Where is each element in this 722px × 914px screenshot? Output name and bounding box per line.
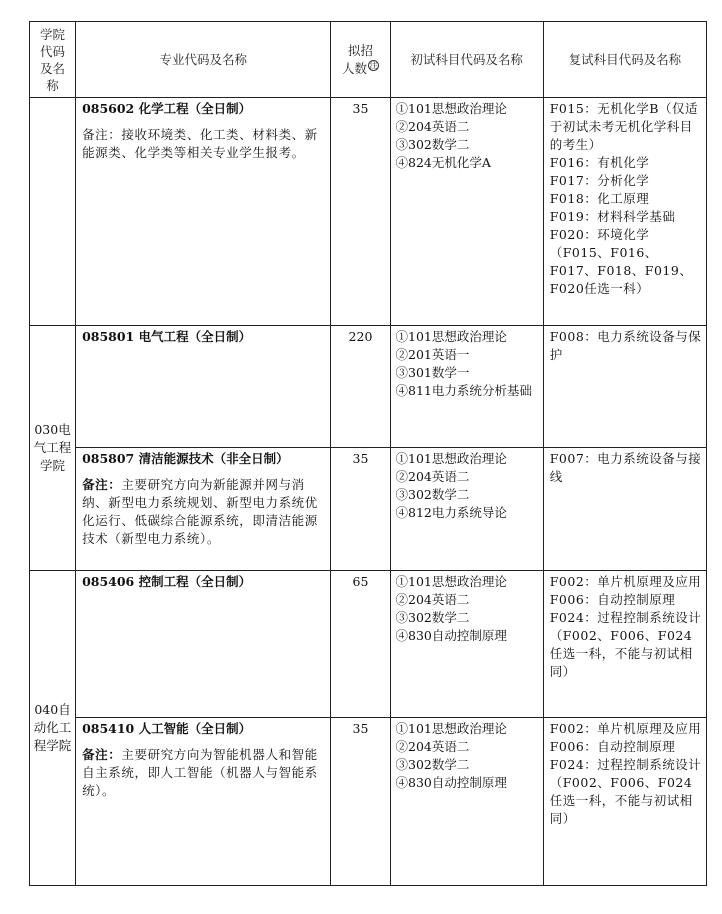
initial-subjects: ①101思想政治理论 ②201英语一 ③301数学一 ④811电力系统分析基础: [390, 326, 543, 448]
admissions-table: [29, 21, 707, 886]
header-college: 学院代码及名称: [30, 22, 76, 98]
header-quota: [331, 22, 390, 98]
major-title: 085410 人工智能（全日制）: [82, 721, 252, 736]
header-major: 专业代码及名称: [76, 22, 331, 98]
college-cell: [30, 98, 76, 326]
header-initial: 初试科目代码及名称: [390, 22, 543, 98]
initial-subjects: ①101思想政治理论 ②204英语二 ③302数学二 ④830自动控制原理: [390, 571, 543, 718]
major-note: 备注：主要研究方向为智能机器人和智能自主系统，即人工智能（机器人与智能系统）。: [82, 747, 318, 798]
retest-subjects: F002：单片机原理及应用 F006：自动控制原理 F024：过程控制系统设计 （F002、F006、F024任选一科，不能与初试相同）: [543, 571, 706, 718]
college-cell: 040自动化工程学院: [30, 571, 76, 886]
footnote-marker: 注: [369, 60, 378, 70]
header-quota-line1: 拟招: [347, 42, 373, 58]
major-cell: [76, 448, 331, 571]
table-row: [30, 98, 707, 326]
major-note: 备注：主要研究方向为新能源并网与消纳、新型电力系统规划、新型电力系统优化运行、低碳综合能源系统，即清洁能源技术（新型电力系统）。: [82, 477, 318, 546]
header-retest: 复试科目代码及名称: [543, 22, 706, 98]
major-title: 085406 控制工程（全日制）: [82, 574, 252, 589]
major-title: 085801 电气工程（全日制）: [82, 329, 252, 344]
table-row: [30, 571, 707, 718]
major-cell: [76, 571, 331, 718]
quota-cell: 35: [331, 98, 390, 326]
major-cell: [76, 98, 331, 326]
retest-subjects: F007：电力系统设备与接线: [543, 448, 706, 571]
major-cell: [76, 718, 331, 886]
quota-cell: 65: [331, 571, 390, 718]
major-note: 备注：接收环境类、化工类、材料类、新能源类、化学类等相关专业学生报考。: [82, 127, 318, 160]
major-title: 085807 清洁能源技术（非全日制）: [82, 451, 289, 466]
retest-subjects: F008：电力系统设备与保护: [543, 326, 706, 448]
table-row: [30, 326, 707, 448]
initial-subjects: ①101思想政治理论 ②204英语二 ③302数学二 ④824无机化学A: [390, 98, 543, 326]
quota-cell: 220: [331, 326, 390, 448]
quota-cell: 35: [331, 718, 390, 886]
table-row: [30, 448, 707, 571]
retest-subjects: F015：无机化学B（仅适于初试未考无机化学科目的考生） F016：有机化学 F017：分析化学 F018：化工原理 F019：材料科学基础 F020：环境化学 （F015、F016、F017、F018、F019、F020任选一科）: [543, 98, 706, 326]
major-title: 085602 化学工程（全日制）: [82, 101, 252, 116]
initial-subjects: ①101思想政治理论 ②204英语二 ③302数学二 ④812电力系统导论: [390, 448, 543, 571]
header-quota-line2: 人数: [341, 60, 367, 76]
initial-subjects: ①101思想政治理论 ②204英语二 ③302数学二 ④830自动控制原理: [390, 718, 543, 886]
major-cell: [76, 326, 331, 448]
table-row: [30, 718, 707, 886]
college-cell: 030电气工程学院: [30, 326, 76, 571]
retest-subjects: F002：单片机原理及应用 F006：自动控制原理 F024：过程控制系统设计 （F002、F006、F024任选一科，不能与初试相同）: [543, 718, 706, 886]
header-row: [30, 22, 707, 98]
quota-cell: 35: [331, 448, 390, 571]
